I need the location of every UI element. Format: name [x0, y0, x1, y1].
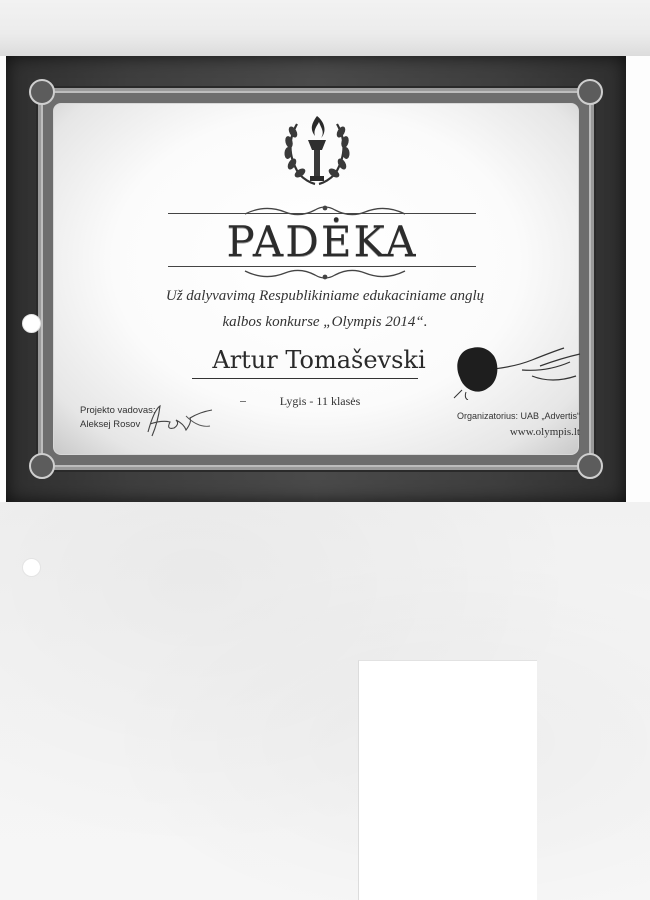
project-manager-label: Projekto vadovas:: [80, 405, 156, 416]
blank-paper-patch: [358, 660, 537, 900]
punch-hole: [22, 314, 41, 333]
scan-mark: [240, 401, 246, 402]
blank-page-area: [0, 502, 650, 900]
title-flourish-top: [240, 204, 410, 218]
handwritten-signature: [140, 402, 220, 440]
purpose-text-line2: kalbos konkurse „Olympis 2014“.: [222, 314, 428, 330]
recipient-underline: [192, 378, 418, 379]
punch-hole: [22, 558, 41, 577]
recipient-name: Artur Tomaševski: [212, 346, 426, 374]
torch-laurel-icon: [275, 110, 359, 194]
purpose-text-line1: Už dalyvavimą Respublikiniame edukaciniame anglų: [165, 288, 485, 304]
organizer-website: www.olympis.lt: [509, 426, 580, 438]
certificate-title: PADĖKA: [226, 217, 418, 266]
organizer-text: Organizatorius: UAB „Advertis“: [456, 411, 580, 421]
title-flourish-bottom: [240, 267, 410, 281]
organizer-block: [430, 408, 580, 440]
project-manager-name: Aleksej Rosov: [80, 419, 141, 430]
title-rule-top: [168, 213, 476, 214]
grade-level: Lygis - 11 klasės: [279, 394, 361, 408]
wax-seal-icon: [452, 340, 584, 400]
